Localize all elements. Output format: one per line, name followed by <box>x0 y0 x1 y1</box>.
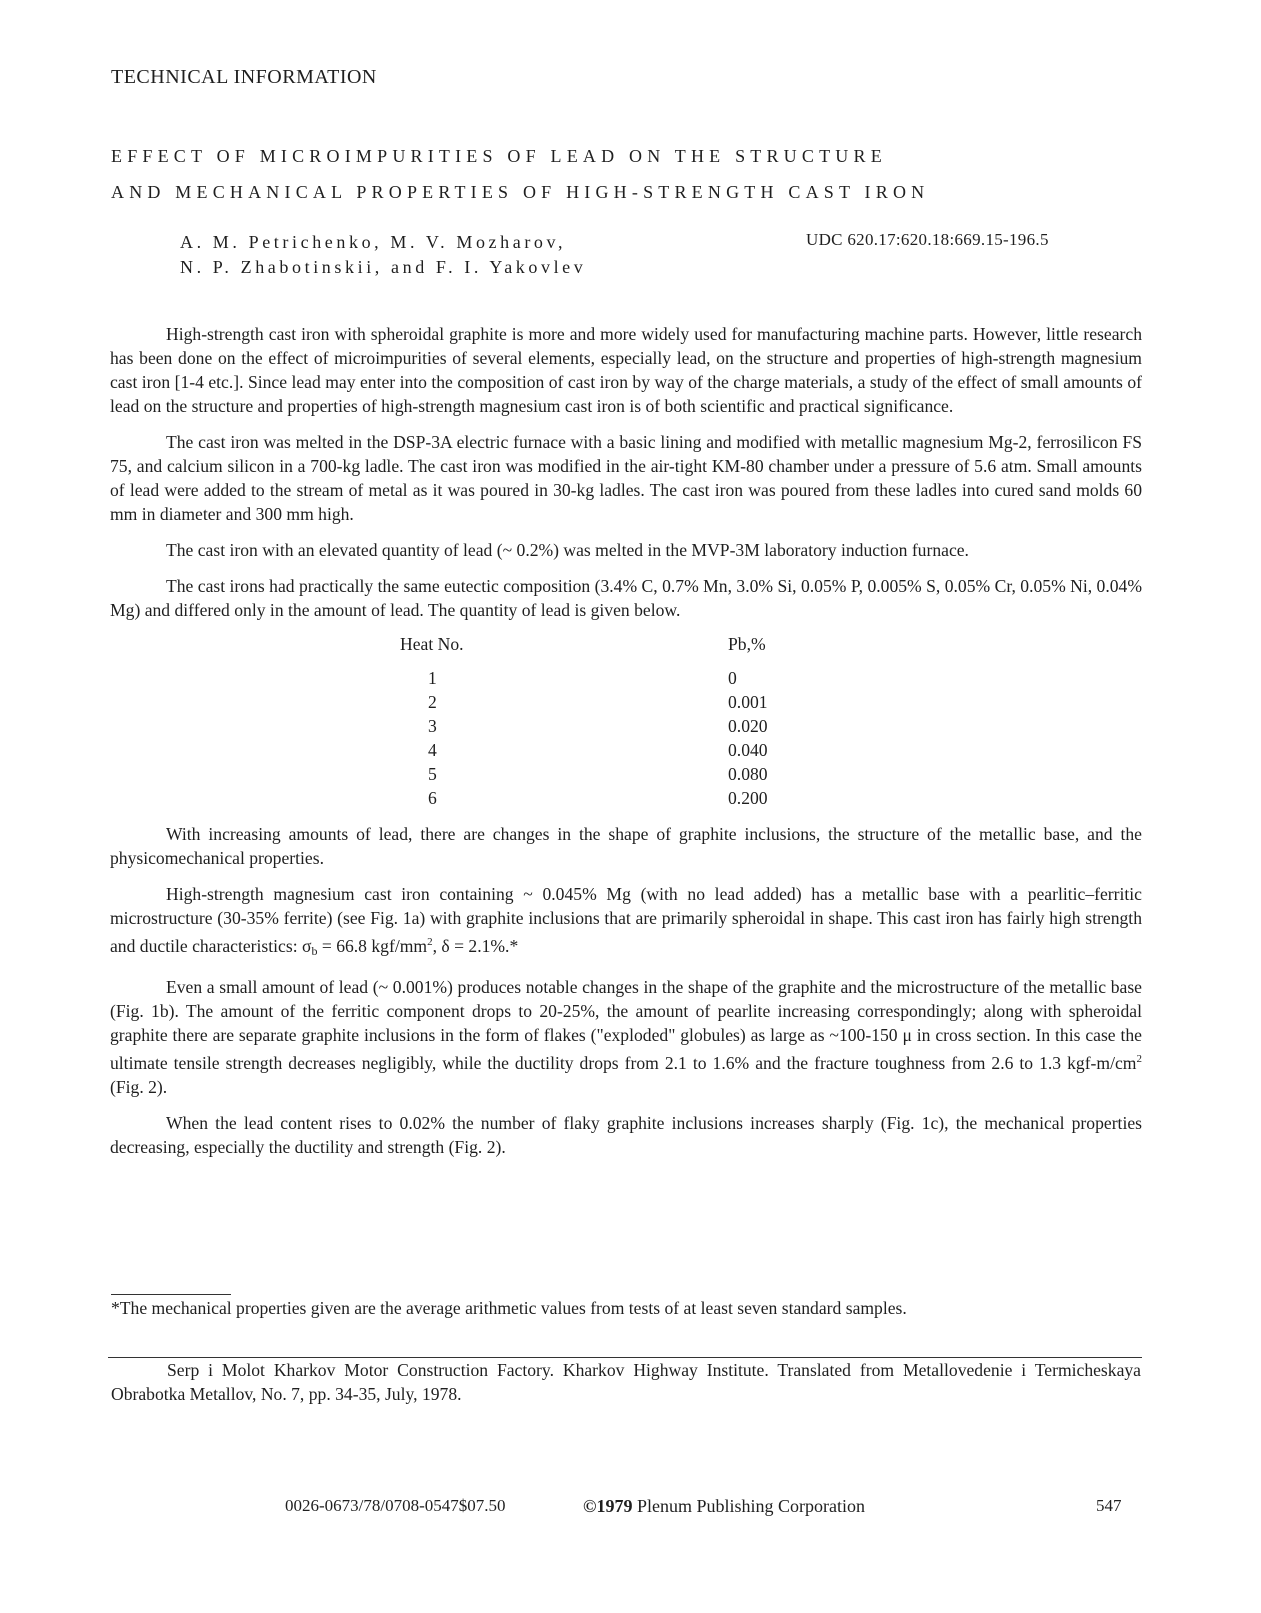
lead-content-table <box>400 632 848 810</box>
unit-superscript: 2 <box>427 936 433 948</box>
footnote: *The mechanical properties given are the average arithmetic values from tests of at least seven standard samples. <box>111 1298 907 1318</box>
heat-no-cell: 6 <box>428 788 437 808</box>
paragraph-7-text-a: Even a small amount of lead (~ 0.001%) produces notable changes in the shape of the graphite and the microstructure of the metallic base (Fig. 1b). The amount of the ferritic component drops to 20-25%, the amount of pearlite increasing correspondingly; along with spheroidal graphite there are separate graphite inclusions in the form of flakes ("exploded" globules) as large as ~100-150 μ in cross section. In this case the ultimate tensile strength decreases negligibly, while the ductility drops from 2.1 to 1.6% and the fracture toughness from 2.6 to 1.3 kgf-m/cm <box>110 977 1142 1073</box>
paragraph-6-text-c: , δ = 2.1%.* <box>432 936 519 956</box>
paragraph-7 <box>110 975 1142 1099</box>
paragraph-7-text-b: (Fig. 2). <box>110 1077 168 1097</box>
pb-value-cell: 0.020 <box>728 716 768 736</box>
pb-percent-header: Pb,% <box>728 634 766 654</box>
article-title-line-1: EFFECT OF MICROIMPURITIES OF LEAD ON THE STRUCTURE <box>111 146 887 166</box>
heat-no-cell: 1 <box>428 668 437 688</box>
heat-no-cell: 4 <box>428 740 437 760</box>
sigma-subscript: b <box>311 944 318 958</box>
paragraph-4: The cast irons had practically the same eutectic composition (3.4% C, 0.7% Mn, 3.0% Si, 0.05% P, 0.005% S, 0.05% Cr, 0.05% Ni, 0.04% Mg) and differed only in the amount of lead. The quantity of lead is given below. <box>110 576 1142 620</box>
paragraph-6-text-a: High-strength magnesium cast iron containing ~ 0.045% Mg (with no lead added) has a metallic base with a pearlitic–ferritic microstructure (30-35% ferrite) (see Fig. 1a) with graphite inclusions that are primarily spheroidal in shape. This cast iron has fairly high strength and ductile characteristics: σ <box>110 884 1142 956</box>
paragraph-6 <box>110 882 1142 963</box>
page-number: 547 <box>1096 1496 1122 1515</box>
paragraph-8: When the lead content rises to 0.02% the number of flaky graphite inclusions increases sharply (Fig. 1c), the mechanical properties decreasing, especially the ductility and strength (Fig. 2). <box>110 1113 1142 1157</box>
pb-value-cell: 0 <box>728 668 737 688</box>
heat-no-header: Heat No. <box>400 634 464 654</box>
table-row <box>400 666 848 690</box>
pb-value-cell: 0.040 <box>728 740 768 760</box>
copyright-line <box>583 1496 865 1517</box>
affiliation-note: Serp i Molot Kharkov Motor Construction Factory. Kharkov Highway Institute. Translated from Metallovedenie i Termicheskaya Obrabotka Metallov, No. 7, pp. 34-35, July, 1978. <box>111 1360 1141 1404</box>
heat-no-cell: 2 <box>428 692 437 712</box>
table-row <box>400 786 848 810</box>
section-label: TECHNICAL INFORMATION <box>111 66 377 88</box>
udc-code: UDC 620.17:620.18:669.15-196.5 <box>806 230 1049 249</box>
footnote-divider <box>111 1294 231 1295</box>
publisher-name: Plenum Publishing Corporation <box>636 1496 865 1516</box>
article-body <box>110 322 1142 1171</box>
paragraph-1: High-strength cast iron with spheroidal graphite is more and more widely used for manufacturing machine parts. However, little research has been done on the effect of microimpurities of several elements, especially lead, on the structure and properties of high-strength magnesium cast iron [1-4 etc.]. Since lead may enter into the composition of cast iron by way of the charge materials, a study of the effect of small amounts of lead on the structure and properties of high-strength magnesium cast iron is of both scientific and practical significance. <box>110 324 1142 416</box>
paragraph-6-text-b: = 66.8 kgf/mm <box>317 936 428 956</box>
table-row <box>400 738 848 762</box>
table-row <box>400 690 848 714</box>
paragraph-2: The cast iron was melted in the DSP-3A electric furnace with a basic lining and modified with metallic magnesium Mg-2, ferrosilicon FS 75, and calcium silicon in a 700-kg ladle. The cast iron was modified in the air-tight KM-80 chamber under a pressure of 5.6 atm. Small amounts of lead were added to the stream of metal as it was poured in 30-kg ladles. The cast iron was poured from these ladles into cured sand molds 60 mm in diameter and 300 mm high. <box>110 432 1142 524</box>
pb-value-cell: 0.080 <box>728 764 768 784</box>
article-code: 0026-0673/78/0708-0547$07.50 <box>285 1496 506 1515</box>
copyright-mark: ©1979 <box>583 1496 633 1516</box>
article-title-line-2: AND MECHANICAL PROPERTIES OF HIGH-STRENGTH CAST IRON <box>111 182 930 202</box>
heat-no-cell: 5 <box>428 764 437 784</box>
author-list <box>180 230 586 280</box>
pb-value-cell: 0.001 <box>728 692 768 712</box>
paragraph-5: With increasing amounts of lead, there are changes in the shape of graphite inclusions, the structure of the metallic base, and the physicomechanical properties. <box>110 824 1142 868</box>
unit-superscript: 2 <box>1136 1053 1142 1065</box>
authors-line-2: N. P. Zhabotinskii, and F. I. Yakovlev <box>180 257 587 277</box>
table-row <box>400 714 848 738</box>
table-header-row <box>400 632 848 666</box>
table-row <box>400 762 848 786</box>
heat-no-cell: 3 <box>428 716 437 736</box>
pb-value-cell: 0.200 <box>728 788 768 808</box>
authors-line-1: A. M. Petrichenko, M. V. Mozharov, <box>180 232 567 252</box>
paragraph-3: The cast iron with an elevated quantity of lead (~ 0.2%) was melted in the MVP-3M laboratory induction furnace. <box>166 540 969 560</box>
